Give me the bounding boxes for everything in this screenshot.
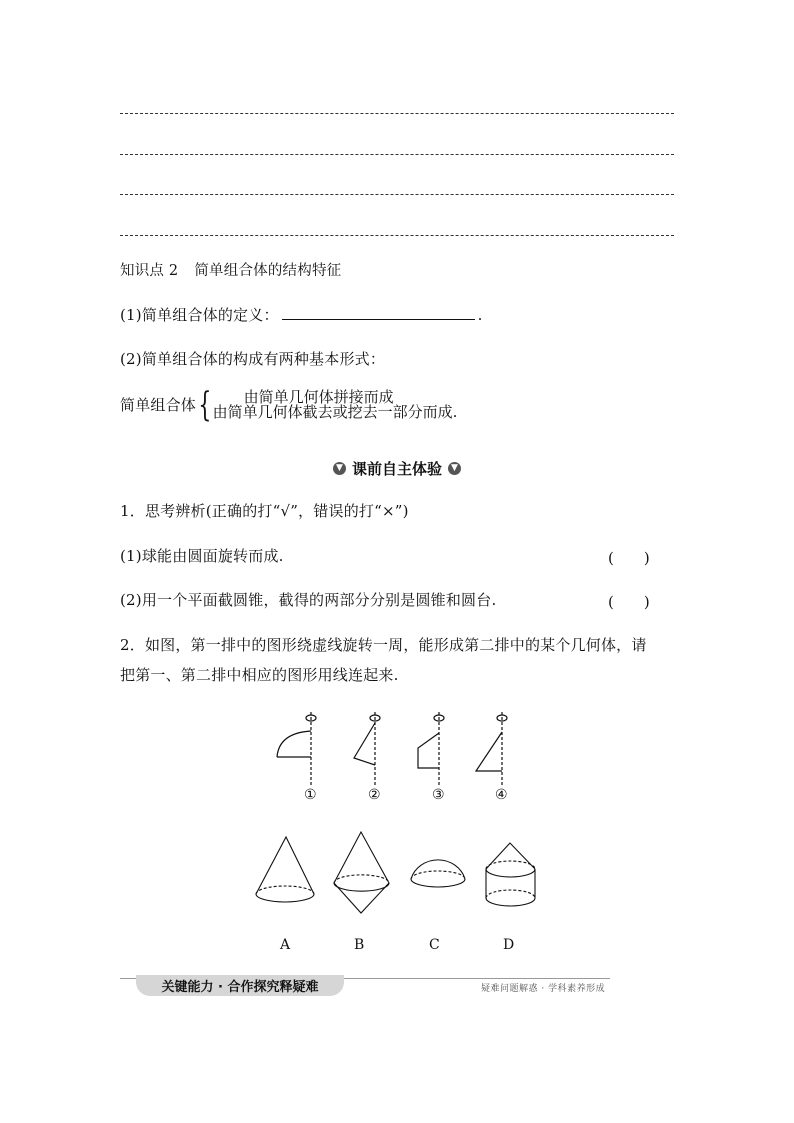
solid-d-cylinder-cone xyxy=(486,843,535,906)
figure-label-1: ① xyxy=(304,787,317,803)
knowledge-point-heading xyxy=(120,262,341,280)
answer-bracket-2[interactable]: ( ) xyxy=(608,593,650,611)
answer-line-2 xyxy=(120,154,674,155)
solid-label-a: A xyxy=(280,937,291,953)
solid-c-hemisphere xyxy=(411,860,465,887)
figure-label-4: ④ xyxy=(495,787,508,803)
definition-blank[interactable] xyxy=(282,306,475,320)
figure-4-right-triangle xyxy=(476,712,507,786)
footer-subtitle: 疑难问题解惑 · 学科素养形成 xyxy=(481,984,606,994)
solids-row-2 xyxy=(0,825,794,915)
definition-suffix: . xyxy=(477,306,483,324)
figure-label-2: ② xyxy=(368,787,381,803)
knowledge-point-label: 知识点 2 xyxy=(120,263,179,279)
down-arrow-circle-icon: ▼ xyxy=(448,462,461,475)
figure-1-quarter-disc xyxy=(277,712,316,786)
forms-item: (2)简单组合体的构成有两种基本形式： xyxy=(120,350,386,368)
rotation-figures-row-1 xyxy=(0,700,794,810)
question-2-stem-line-1: 2．如图，第一排中的图形绕虚线旋转一周，能形成第二排中的某个几何体，请 xyxy=(120,636,647,654)
knowledge-point-title: 简单组合体的结构特征 xyxy=(194,263,342,279)
down-arrow-circle-icon: ▼ xyxy=(333,462,346,475)
composite-form-2: 由简单几何体截去或挖去一部分而成. xyxy=(212,403,458,421)
figure-3-trapezoid xyxy=(418,712,444,786)
question-2-stem-line-2: 把第一、第二排中相应的图形用线连起来. xyxy=(120,666,399,684)
solid-label-b: B xyxy=(354,937,365,953)
composite-label: 简单组合体 xyxy=(120,396,197,414)
composite-form-1: 由简单几何体拼接而成 xyxy=(243,388,394,406)
answer-line-1 xyxy=(120,113,674,114)
answer-line-4 xyxy=(120,235,674,236)
definition-prefix: (1)简单组合体的定义： xyxy=(120,306,279,324)
curly-brace-icon: { xyxy=(198,385,212,425)
solid-b-double-cone xyxy=(334,832,389,913)
question-1-item-1: (1)球能由圆面旋转而成. xyxy=(120,547,284,565)
solid-a-cone xyxy=(256,837,314,902)
section-header xyxy=(0,458,794,479)
question-1-stem: 1．思考辨析(正确的打“√”，错误的打“×”) xyxy=(120,502,409,520)
figure-2-triangle xyxy=(354,712,380,786)
question-1-item-2: (2)用一个平面截圆锥，截得的两部分分别是圆锥和圆台. xyxy=(120,591,497,609)
definition-item xyxy=(120,306,483,324)
footer-tab-label: 关键能力 · 合作探究释疑难 xyxy=(161,980,319,995)
answer-bracket-1[interactable]: ( ) xyxy=(608,549,650,567)
answer-line-3 xyxy=(120,194,674,195)
footer-section-tab xyxy=(136,975,344,996)
solid-label-d: D xyxy=(503,937,515,953)
section-title: 课前自主体验 xyxy=(351,460,442,478)
composite-forms-brace xyxy=(120,385,458,425)
solid-label-c: C xyxy=(429,937,440,953)
figure-label-3: ③ xyxy=(432,787,445,803)
composite-forms-list xyxy=(213,390,458,420)
